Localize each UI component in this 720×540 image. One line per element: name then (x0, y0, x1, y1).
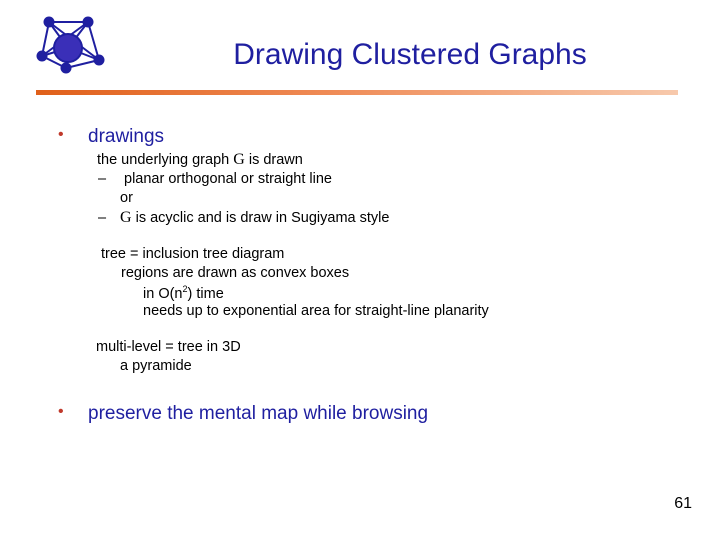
text-segment: is acyclic and is draw in Sugiyama style (135, 210, 390, 226)
text-line (120, 358, 192, 374)
text-segment: needs up to exponential area for straight-line planarity (143, 303, 489, 319)
text-line (101, 246, 284, 262)
dash-marker: – (98, 210, 107, 226)
text-segment: tree = inclusion tree diagram (101, 246, 285, 262)
bullet-label: drawings (88, 126, 165, 147)
bullet-label: preserve the mental map while browsing (88, 403, 429, 424)
dash-marker: – (98, 171, 107, 187)
bullet-icon: • (58, 403, 64, 420)
math-symbol: G (233, 151, 245, 168)
text-line (97, 151, 303, 169)
text-segment: in (143, 285, 155, 302)
text-line (143, 284, 224, 302)
math-symbol: ) (187, 285, 193, 302)
text-segment: is drawn (248, 152, 303, 168)
text-segment: the underlying graph (97, 152, 230, 168)
text-line (121, 265, 349, 281)
page-number: 61 (674, 495, 692, 512)
text-line (98, 209, 389, 227)
text-line (98, 171, 332, 187)
text-line (120, 190, 133, 206)
bullet-icon: • (58, 126, 64, 143)
text-segment: planar orthogonal or straight line (124, 171, 332, 187)
math-expression (158, 286, 192, 302)
math-symbol: G (120, 209, 132, 226)
text-segment: 3D (222, 339, 241, 355)
math-symbol: O(n (158, 285, 183, 302)
text-line (143, 303, 489, 319)
graph-network-icon (30, 10, 110, 80)
text-line (96, 339, 241, 355)
text-segment: multi-level = tree in (96, 339, 219, 355)
math-exponent: 2 (182, 284, 188, 294)
text-segment: regions are drawn as convex boxes (121, 265, 350, 281)
text-segment: or (120, 190, 133, 206)
text-segment: a pyramide (120, 358, 192, 374)
text-segment: time (196, 285, 224, 302)
page-title: Drawing Clustered Graphs (233, 38, 587, 71)
title-divider (36, 90, 678, 95)
